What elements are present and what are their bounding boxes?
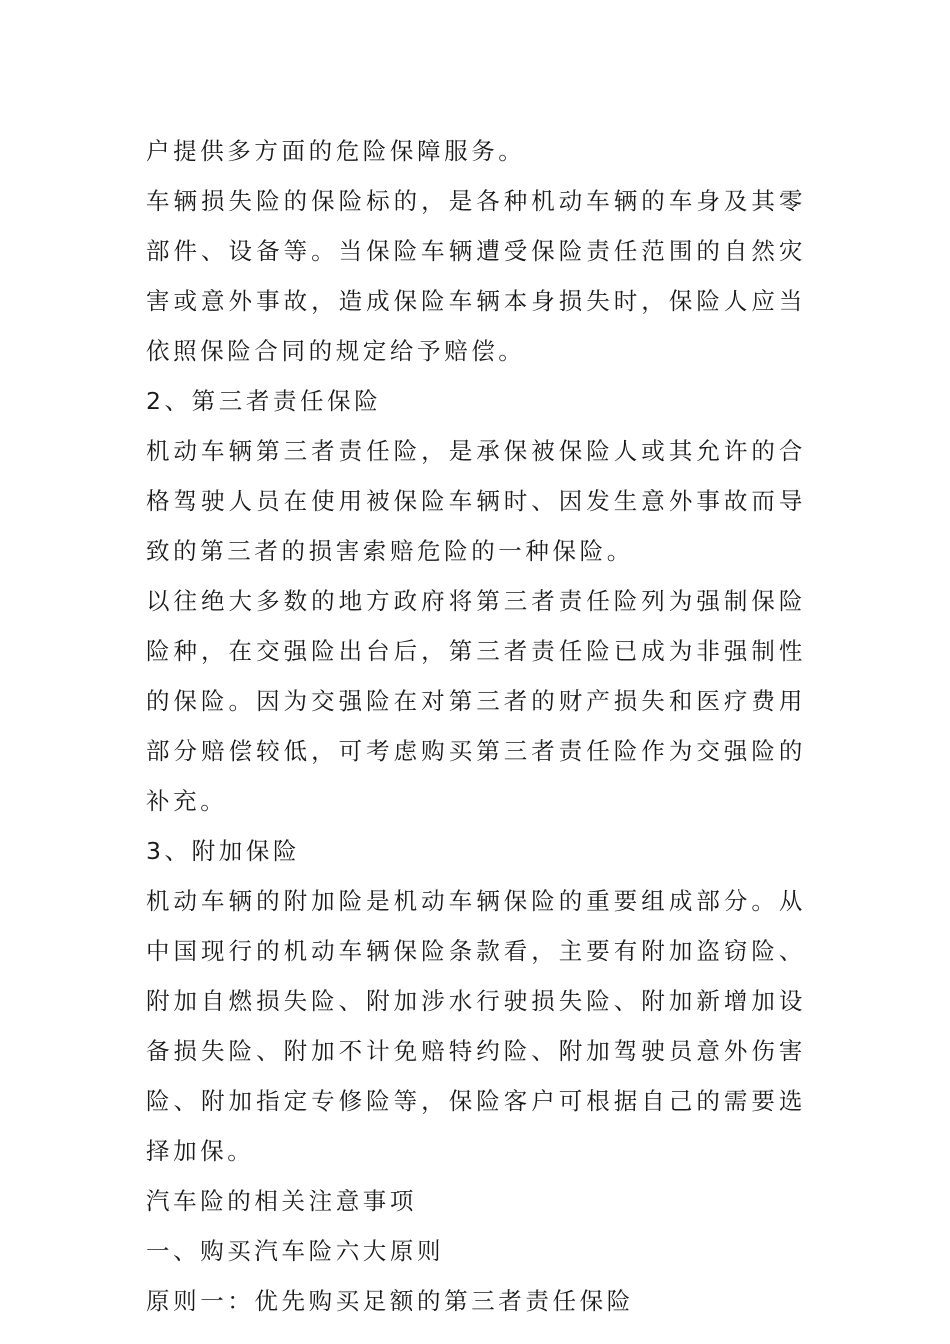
document-body: [146, 126, 806, 1326]
heading-additional-insurance: 3、附加保险: [146, 837, 301, 865]
paragraph-third-party-history: 以往绝大多数的地方政府将第三者责任险列为强制保险险种，在交强险出台后，第三者责任险已成为非强制性的保险。因为交强险在对第三者的财产损失和医疗费用部分赔偿较低，可考虑购买第三者责任险作为交强险的补充。: [146, 587, 806, 815]
heading-principle-one: 原则一：优先购买足额的第三者责任保险: [146, 1287, 634, 1315]
heading-notes: 汽车险的相关注意事项: [146, 1187, 417, 1215]
paragraph-third-party-definition: 机动车辆第三者责任险，是承保被保险人或其允许的合格驾驶人员在使用被保险车辆时、因发生意外事故而导致的第三者的损害索赔危险的一种保险。: [146, 437, 806, 565]
paragraph-additional-insurance: 机动车辆的附加险是机动车辆保险的重要组成部分。从中国现行的机动车辆保险条款看，主要有附加盗窃险、附加自燃损失险、附加涉水行驶损失险、附加新增加设备损失险、附加不计免赔特约险、附加驾驶员意外伤害险、附加指定专修险等，保险客户可根据自己的需要选择加保。: [146, 887, 806, 1165]
paragraph-vehicle-loss-insurance: 车辆损失险的保险标的，是各种机动车辆的车身及其零部件、设备等。当保险车辆遭受保险责任范围的自然灾害或意外事故，造成保险车辆本身损失时，保险人应当依照保险合同的规定给予赔偿。: [146, 187, 806, 365]
heading-six-principles: 一、购买汽车险六大原则: [146, 1237, 445, 1265]
heading-third-party-liability: 2、第三者责任保险: [146, 387, 382, 415]
paragraph-service-continuation: 户提供多方面的危险保障服务。: [146, 137, 526, 165]
